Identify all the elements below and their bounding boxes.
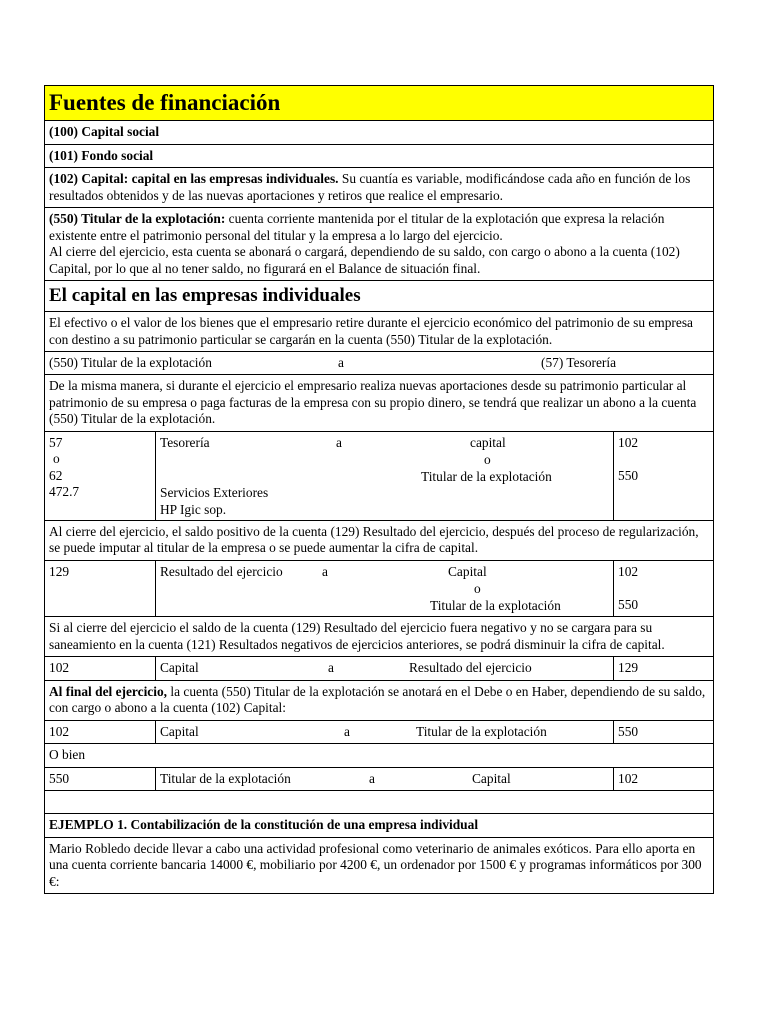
- debit-hp-igic: HP Igic sop.: [160, 501, 227, 517]
- entry-result-credit-or: o: [474, 580, 481, 596]
- entry-result-accounts: [156, 560, 614, 617]
- entry-e5-a: a: [344, 723, 350, 739]
- credit-or: o: [484, 451, 491, 467]
- code-or: o: [53, 451, 60, 466]
- entry-capital-to-titular: [45, 720, 714, 744]
- ccode-spacer: [618, 451, 709, 468]
- entry-reduction-debit: Capital: [160, 660, 199, 675]
- entry-e6-a: a: [369, 770, 375, 786]
- account-550-term: (550) Titular de la explotación:: [49, 211, 226, 226]
- code-4727: 472.7: [49, 484, 80, 499]
- debit-servicios-exteriores: Servicios Exteriores: [160, 484, 269, 500]
- page-title: Fuentes de financiación: [45, 86, 714, 121]
- entry-result-debit: Resultado del ejercicio: [160, 563, 283, 579]
- entry-result-a: a: [322, 563, 328, 579]
- account-102-term: (102) Capital: capital en las empresas individuales.: [49, 171, 339, 186]
- entry-contribution-accounts: [156, 431, 614, 520]
- account-550-row: [45, 208, 714, 281]
- paragraph-closing-positive: Al cierre del ejercicio, el saldo positivo de la cuenta (129) Resultado del ejercicio, después del proceso de regularización, se puede imputar al titular de la empresa o se puede aumentar la cifra de capital.: [45, 520, 714, 560]
- year-end-term: Al final del ejercicio,: [49, 683, 168, 699]
- financing-sources-table: [44, 85, 714, 894]
- entry-result: [45, 560, 714, 617]
- entry-e5-debit: Capital: [160, 723, 199, 739]
- paragraph-closing-negative: Si al cierre del ejercicio el saldo de la cuenta (129) Resultado del ejercicio fuera negativo y no se cargara para su saneamiento en la cuenta (121) Resultados negativos de ejercicios anteriores, se podrá disminuir la cifra de capital.: [45, 617, 714, 657]
- account-102-row: [45, 168, 714, 208]
- entry-result-ccode-102: 102: [618, 563, 639, 579]
- account-102-description: Su cuantía es variable, modificándose cada año en función de los resultados obtenidos y de las nuevas aportaciones y retiros que realice el empresario.: [49, 171, 691, 203]
- entry-e6-debit: Titular de la explotación: [160, 770, 291, 786]
- entry-result-credit-titular: Titular de la explotación: [430, 597, 561, 613]
- account-550-closing-note: Al cierre del ejercicio, esta cuenta se abonará o cargará, dependiendo de su saldo, con cargo o abono a la cuenta (102) Capital, por lo que al no tener saldo, no figurará en el Balance de situación final.: [49, 244, 680, 276]
- entry-e5-accounts: [156, 720, 614, 744]
- paragraph-year-end: [45, 680, 714, 720]
- paragraph-withdrawals: El efectivo o el valor de los bienes que el empresario retire durante el ejercicio económico del patrimonio de su empresa con destino a su patrimonio particular se cargarán en la cuenta (550) Titular de la explotación.: [45, 312, 714, 352]
- entry-reduction-a: a: [328, 660, 334, 675]
- entry-e6-credit: Capital: [472, 770, 511, 786]
- entry-e5-ccode: 550: [614, 720, 714, 744]
- code-62: 62: [49, 467, 63, 483]
- empty-row: [45, 791, 714, 814]
- ccode-spacer: [618, 580, 709, 597]
- or-else-row: O bien: [45, 744, 714, 768]
- entry-capital-reduction: [45, 657, 714, 681]
- entry-result-ccode-550: 550: [618, 596, 639, 612]
- entry-contribution-credit-codes: [614, 431, 714, 520]
- entry-reduction-accounts: [156, 657, 614, 681]
- entry-result-code: 129: [45, 560, 156, 617]
- account-550-description: cuenta corriente mantenida por el titular de la explotación que expresa la relación existente entre el patrimonio personal del titular y la empresa a lo largo del ejercicio.: [49, 211, 665, 243]
- debit-tesoreria: Tesorería: [160, 434, 210, 450]
- entry-e6-accounts: [156, 767, 614, 791]
- entry-withdrawal-credit: (57) Tesorería: [541, 355, 617, 370]
- ccode-550: 550: [618, 467, 639, 483]
- entry-result-credit-capital: Capital: [448, 563, 487, 579]
- credit-titular: Titular de la explotación: [421, 468, 552, 484]
- credit-capital: capital: [470, 434, 506, 450]
- example-1-heading: EJEMPLO 1. Contabilización de la constitución de una empresa individual: [45, 814, 714, 838]
- entry-contribution-codes: [45, 431, 156, 520]
- entry-reduction-credit: Resultado del ejercicio: [409, 660, 532, 675]
- entry-withdrawal-a: a: [338, 355, 344, 370]
- entry-withdrawal-debit: (550) Titular de la explotación: [49, 355, 212, 370]
- example-1-statement: Mario Robledo decide llevar a cabo una actividad profesional como veterinario de animales exóticos. Para ello aporta en una cuenta corriente bancaria 14000 €, mobiliario por 4200 €, un ordenador por 1500 € y programas informáticos por 300 €:: [45, 837, 714, 894]
- code-57: 57: [49, 434, 63, 450]
- entry-contribution-a: a: [336, 434, 342, 450]
- ccode-102: 102: [618, 434, 639, 450]
- entry-result-credit-codes: [614, 560, 714, 617]
- paragraph-contributions: De la misma manera, si durante el ejercicio el empresario realiza nuevas aportaciones desde su patrimonio particular al patrimonio de su empresa o paga facturas de la empresa con su propio dinero, se tendrá que realizar un abono a la cuenta (550) Titular de la explotación.: [45, 375, 714, 432]
- account-101-row: (101) Fondo social: [45, 144, 714, 168]
- account-100-row: (100) Capital social: [45, 121, 714, 145]
- entry-e5-code: 102: [45, 720, 156, 744]
- entry-e6-ccode: 102: [614, 767, 714, 791]
- entry-reduction-code: 102: [45, 657, 156, 681]
- entry-e5-credit: Titular de la explotación: [416, 723, 547, 739]
- entry-withdrawal: [45, 352, 714, 375]
- section-heading: El capital en las empresas individuales: [45, 281, 714, 312]
- entry-reduction-ccode: 129: [614, 657, 714, 681]
- year-end-text: la cuenta (550) Titular de la explotación se anotará en el Debe o en Haber, dependiendo de su saldo, con cargo o abono a la cuenta (102) Capital:: [49, 683, 706, 715]
- entry-titular-to-capital: [45, 767, 714, 791]
- entry-e6-code: 550: [45, 767, 156, 791]
- entry-contribution: [45, 431, 714, 520]
